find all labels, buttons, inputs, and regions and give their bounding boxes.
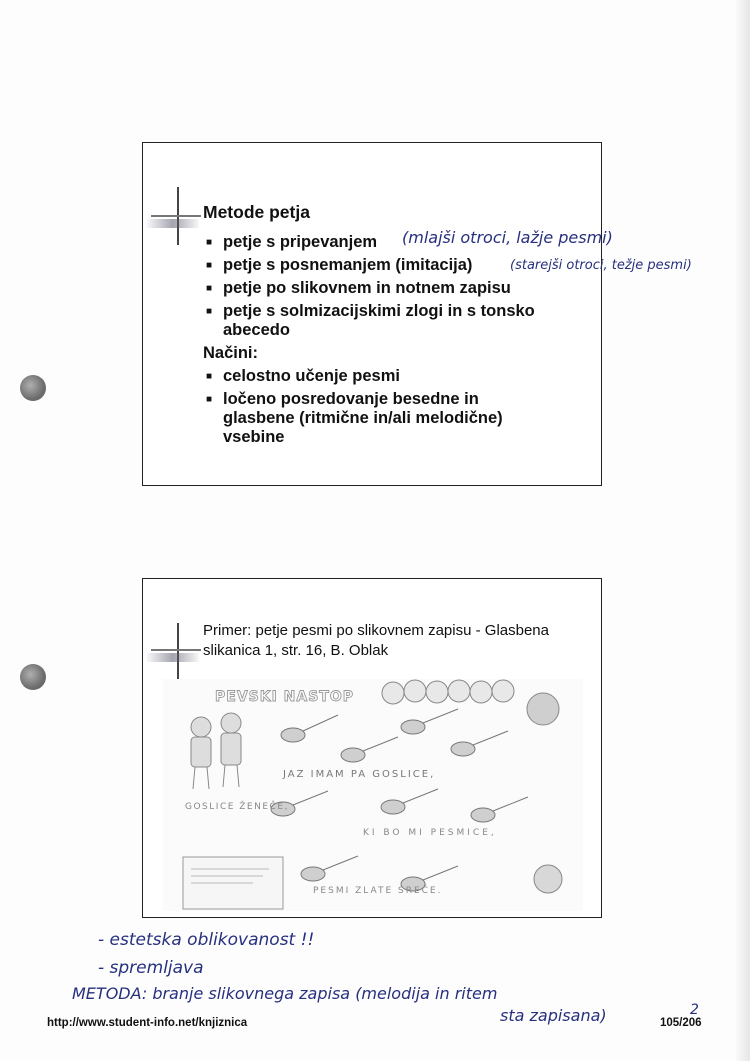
slide-title: Metode petja bbox=[203, 202, 310, 222]
picture-lyrics-line: KI BO MI PESMICE, bbox=[363, 828, 497, 838]
handwritten-note: - estetska oblikovanost !! bbox=[98, 930, 315, 950]
punch-hole bbox=[20, 375, 46, 401]
slide-ornament bbox=[177, 623, 179, 679]
handwritten-page-number: 2 bbox=[690, 1002, 699, 1018]
punch-hole bbox=[20, 664, 46, 690]
handwritten-note: METODA: branje slikovnega zapisa (melodija in ritem bbox=[72, 984, 498, 1003]
picture-lyrics-line: JAZ IMAM PA GOSLICE, bbox=[283, 769, 436, 780]
list-item: ■ petje po slikovnem in notnem zapisu bbox=[206, 279, 511, 297]
list-item-text: petje s posnemanjem (imitacija) bbox=[223, 256, 473, 274]
handwritten-note: sta zapisana) bbox=[500, 1006, 607, 1025]
slide-ornament bbox=[151, 215, 201, 217]
slide-ornament-shadow bbox=[147, 219, 199, 228]
subheading: Načini: bbox=[203, 344, 259, 362]
bird-drawing bbox=[534, 865, 562, 893]
picture-lyrics-line: GOSLICE ŽENEČE, bbox=[185, 802, 289, 812]
songbook-illustration bbox=[163, 679, 583, 911]
handwritten-note: (mlajši otroci, lažje pesmi) bbox=[402, 228, 613, 247]
list-item: ■ ločeno posredovanje besedne in glasbene (ritmične in/ali melodične) vsebine bbox=[206, 390, 503, 446]
list-item: ■ celostno učenje pesmi bbox=[206, 367, 400, 385]
list-item-text: ločeno posredovanje besedne in glasbene (ritmične in/ali melodične) vsebine bbox=[223, 390, 503, 446]
slide-title: Primer: petje pesmi po slikovnem zapisu - Glasbena slikanica 1, str. 16, B. Oblak bbox=[203, 622, 549, 659]
list-item: ■ petje s pripevanjem bbox=[206, 233, 378, 251]
picture-heading: PEVSKI NASTOP bbox=[215, 689, 355, 705]
handwritten-note: (starejši otroci, težje pesmi) bbox=[510, 258, 692, 273]
slide-metode-petja bbox=[142, 142, 602, 486]
slide-ornament-shadow bbox=[147, 653, 199, 662]
slide-ornament bbox=[151, 649, 201, 651]
footer-page-number: 105/206 bbox=[660, 1017, 702, 1029]
list-item-text: petje s pripevanjem bbox=[223, 233, 378, 251]
list-item: ■ petje s solmizacijskimi zlogi in s tonsko abecedo bbox=[206, 302, 535, 339]
page-edge bbox=[736, 0, 750, 1061]
list-item-text: celostno učenje pesmi bbox=[223, 367, 400, 385]
list-item-text: petje po slikovnem in notnem zapisu bbox=[223, 279, 511, 297]
picture-lyrics-line: PESMI ZLATE SREČE. bbox=[313, 886, 443, 896]
list-item-text: petje s solmizacijskimi zlogi in s tonsko abecedo bbox=[223, 302, 535, 339]
list-item: ■ petje s posnemanjem (imitacija) bbox=[206, 256, 473, 274]
slide-primer bbox=[142, 578, 602, 918]
footer-url[interactable]: http://www.student-info.net/knjiznica bbox=[47, 1017, 248, 1029]
handwritten-note: - spremljava bbox=[98, 958, 204, 978]
